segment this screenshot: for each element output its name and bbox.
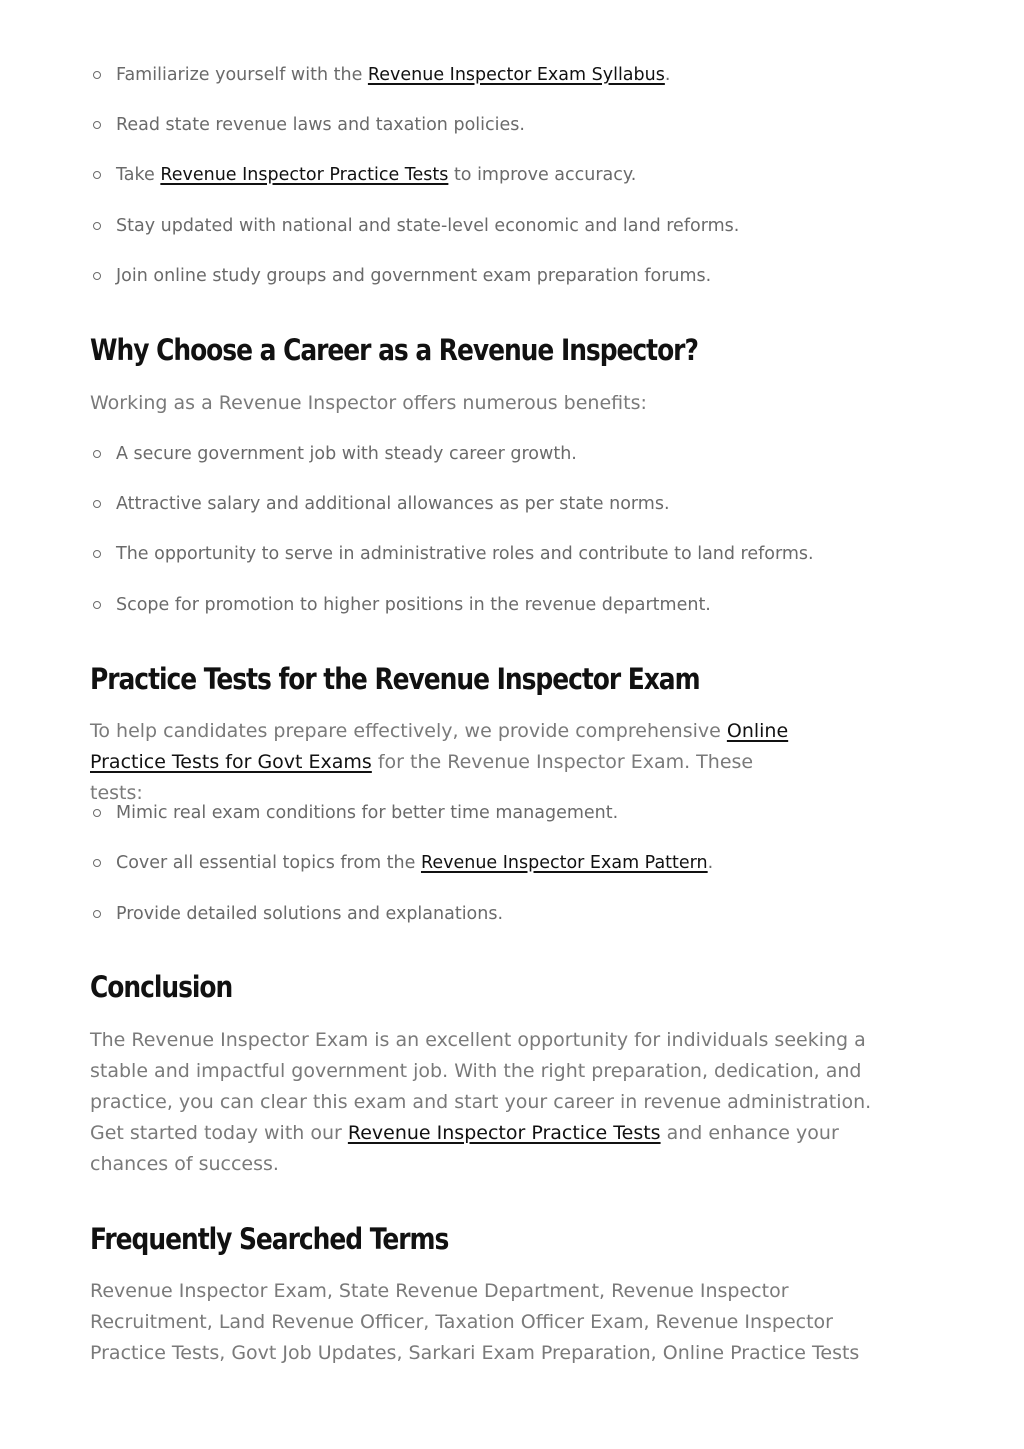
list-item-text: Read state revenue laws and taxation policies. bbox=[116, 115, 525, 135]
list-item bbox=[90, 63, 890, 87]
list-item bbox=[90, 442, 890, 466]
searched-terms-text: Revenue Inspector Exam, State Revenue Department, Revenue Inspector Recruitment, Land Revenue Officer, Taxation Officer Exam, Revenue Inspector Practice Tests, Govt Job Updates, Sarkari Exam Preparation, Online Practice Tests bbox=[90, 1280, 860, 1364]
paragraph-text: To help candidates prepare effectively, we provide comprehensive bbox=[90, 720, 727, 742]
conclusion-practice-tests-link[interactable]: Revenue Inspector Practice Tests bbox=[347, 1122, 661, 1144]
list-item-text: The opportunity to serve in administrative roles and contribute to land reforms. bbox=[116, 544, 814, 564]
list-item bbox=[90, 163, 890, 187]
practice-tests-heading: Practice Tests for the Revenue Inspector Exam bbox=[90, 662, 700, 696]
list-item-text: Mimic real exam conditions for better time management. bbox=[116, 803, 619, 823]
bullet-circle-icon bbox=[93, 500, 101, 508]
list-item bbox=[90, 593, 890, 617]
conclusion-text bbox=[90, 1025, 875, 1180]
list-item bbox=[90, 851, 890, 875]
bullet-circle-icon bbox=[93, 550, 101, 558]
searched-terms-heading: Frequently Searched Terms bbox=[90, 1222, 449, 1256]
list-item-text: to improve accuracy. bbox=[448, 165, 637, 185]
bullet-circle-icon bbox=[93, 222, 101, 230]
list-item-text: Scope for promotion to higher positions in the revenue department. bbox=[116, 595, 711, 615]
paragraph-text: for the Revenue Inspector Exam. These tests: bbox=[90, 751, 754, 804]
list-item-text: Cover all essential topics from the bbox=[116, 853, 421, 873]
list-item bbox=[90, 902, 890, 926]
list-item-text: Take bbox=[116, 165, 161, 185]
list-item-text: . bbox=[664, 65, 671, 85]
list-item bbox=[90, 113, 890, 137]
list-item-text: Join online study groups and government exam preparation forums. bbox=[116, 266, 712, 286]
list-item-text: A secure government job with steady career growth. bbox=[116, 444, 577, 464]
list-item-text: Familiarize yourself with the bbox=[116, 65, 368, 85]
list-item bbox=[90, 801, 890, 825]
list-item-text: . bbox=[707, 853, 714, 873]
exam-pattern-link[interactable]: Revenue Inspector Exam Pattern bbox=[420, 853, 708, 873]
why-career-heading: Why Choose a Career as a Revenue Inspector? bbox=[90, 333, 698, 367]
list-item-text: Provide detailed solutions and explanations. bbox=[116, 904, 504, 924]
practice-tests-link[interactable]: Revenue Inspector Practice Tests bbox=[160, 165, 449, 185]
paragraph-text: and enhance your chances of success. bbox=[90, 1122, 839, 1175]
list-item-text: Attractive salary and additional allowances as per state norms. bbox=[116, 494, 670, 514]
bullet-circle-icon bbox=[93, 809, 101, 817]
online-practice-tests-link[interactable]: Online Practice Tests for Govt Exams bbox=[90, 720, 789, 773]
syllabus-link[interactable]: Revenue Inspector Exam Syllabus bbox=[367, 65, 665, 85]
bullet-circle-icon bbox=[93, 272, 101, 280]
paragraph-text: The Revenue Inspector Exam is an excellent opportunity for individuals seeking a stable and impactful government job. With the right preparation, dedication, and practice, you can clear this exam and start your career in revenue administration. Get started today with our bbox=[90, 1029, 872, 1144]
list-item bbox=[90, 264, 890, 288]
bullet-circle-icon bbox=[93, 910, 101, 918]
bullet-circle-icon bbox=[93, 121, 101, 129]
bullet-circle-icon bbox=[93, 71, 101, 79]
list-item bbox=[90, 542, 890, 566]
why-career-intro: Working as a Revenue Inspector offers numerous benefits: bbox=[90, 392, 647, 414]
practice-tests-intro bbox=[90, 716, 810, 809]
list-item bbox=[90, 214, 890, 238]
bullet-circle-icon bbox=[93, 171, 101, 179]
bullet-circle-icon bbox=[93, 601, 101, 609]
list-item bbox=[90, 492, 890, 516]
bullet-circle-icon bbox=[93, 859, 101, 867]
conclusion-heading: Conclusion bbox=[90, 970, 233, 1004]
bullet-circle-icon bbox=[93, 450, 101, 458]
list-item-text: Stay updated with national and state-level economic and land reforms. bbox=[116, 216, 740, 236]
